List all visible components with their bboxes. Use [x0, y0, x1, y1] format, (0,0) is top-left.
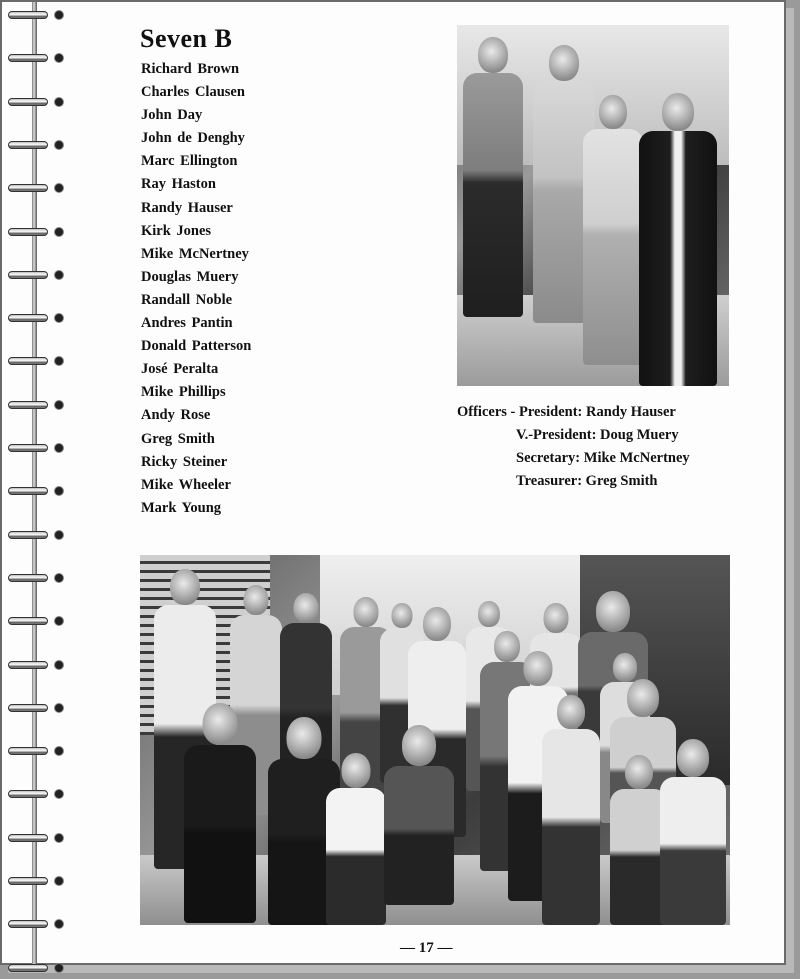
spiral-ring — [8, 95, 66, 107]
person-figure — [326, 753, 386, 925]
roster-name: Kirk Jones — [141, 222, 212, 239]
roster-name: Charles Clausen — [141, 84, 245, 101]
spiral-ring — [8, 787, 66, 799]
roster-name: Richard Brown — [141, 61, 240, 77]
roster-name: Mark Young — [141, 499, 222, 516]
roster-name: Mike Phillips — [141, 384, 226, 401]
person-figure — [384, 725, 454, 905]
officer-president: Officers - President: Randy Hauser — [457, 404, 676, 420]
roster-name: Randy Hauser — [141, 199, 233, 216]
roster-name: Greg Smith — [141, 430, 215, 447]
spiral-ring — [8, 138, 66, 150]
roster-name: John Day — [141, 107, 203, 124]
roster-name: Randall Noble — [141, 291, 233, 308]
spiral-ring — [8, 8, 66, 20]
roster-name: Donald Patterson — [141, 338, 252, 355]
spiral-ring — [8, 831, 66, 843]
roster-name: Andy Rose — [141, 407, 211, 424]
section-title: Seven B — [140, 24, 233, 53]
roster-name: Andres Pantin — [141, 315, 233, 332]
spiral-ring — [8, 571, 66, 583]
roster-name: Mike Wheeler — [141, 476, 231, 493]
spiral-ring — [8, 354, 66, 366]
spiral-ring — [8, 398, 66, 410]
spiral-ring — [8, 917, 66, 929]
roster-name: John de Denghy — [141, 130, 245, 147]
spiral-ring — [8, 658, 66, 670]
person-figure — [660, 739, 726, 925]
roster-name: José Peralta — [141, 361, 219, 378]
spiral-ring — [8, 225, 66, 237]
spiral-ring — [8, 744, 66, 756]
spiral-ring — [8, 51, 66, 63]
spiral-binding — [2, 2, 72, 967]
officer-treasurer: Treasurer: Greg Smith — [516, 473, 658, 489]
page-number: — 17 — — [400, 940, 453, 956]
officers-photo — [457, 25, 729, 386]
person-figure — [583, 95, 643, 365]
spiral-ring — [8, 268, 66, 280]
spiral-ring — [8, 181, 66, 193]
roster-name: Marc Ellington — [141, 153, 238, 170]
roster-name: Ricky Steiner — [141, 453, 228, 470]
roster-name: Douglas Muery — [141, 268, 239, 285]
person-figure — [639, 93, 717, 386]
spiral-ring — [8, 701, 66, 713]
roster-name: Mike McNertney — [141, 245, 249, 262]
spiral-ring — [8, 874, 66, 886]
roster-name: Ray Haston — [141, 176, 216, 193]
spiral-ring — [8, 441, 66, 453]
spiral-ring — [8, 528, 66, 540]
spiral-ring — [8, 311, 66, 323]
spiral-ring — [8, 961, 66, 973]
person-figure — [184, 703, 256, 923]
class-photo — [140, 555, 730, 925]
student-roster — [141, 58, 251, 520]
officers-list — [457, 404, 757, 504]
person-figure — [542, 695, 600, 925]
spiral-ring — [8, 484, 66, 496]
officer-secretary: Secretary: Mike McNertney — [516, 450, 690, 466]
person-figure — [463, 37, 523, 317]
officer-vice-president: V.-President: Doug Muery — [516, 427, 679, 443]
spiral-ring — [8, 614, 66, 626]
